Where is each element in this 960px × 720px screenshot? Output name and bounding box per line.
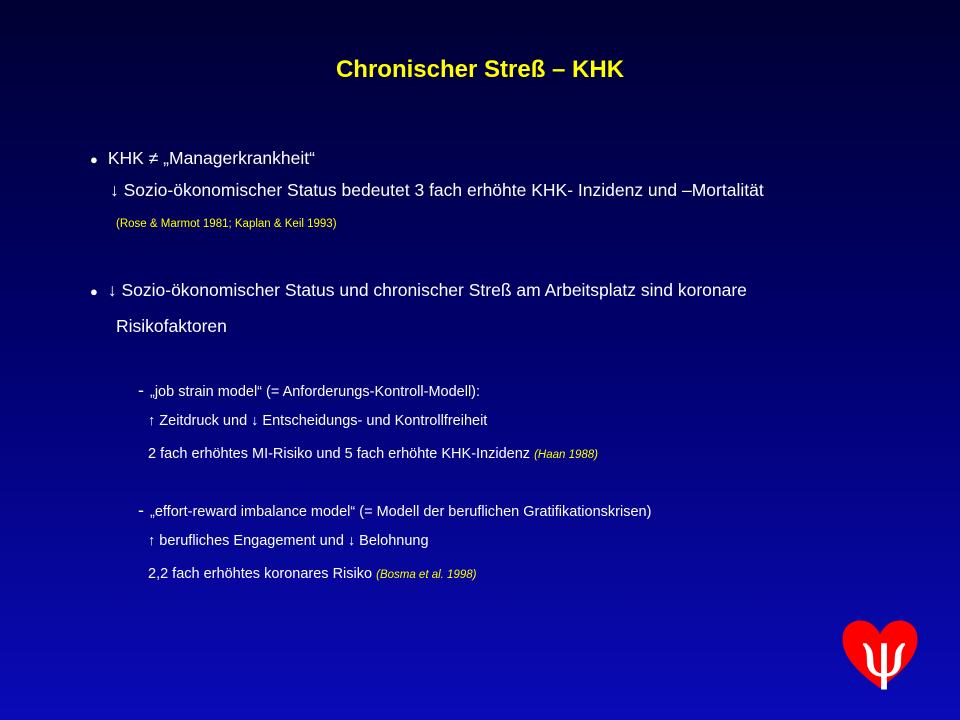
section2-line1: ↓ Sozio-ökonomischer Status und chronischer Streß am Arbeitsplatz sind koronare (107, 280, 747, 300)
model1-result: 2 fach erhöhtes MI-Risiko und 5 fach erhöhte KHK-Inzidenz (148, 446, 531, 462)
bullet-dot: ● (90, 152, 98, 167)
model1-dash: - (138, 380, 144, 400)
model2-citation: (Bosma et al. 1998) (376, 569, 477, 581)
section1-line2: ↓ Sozio-ökonomischer Status bedeutet 3 fach erhöhte KHK- Inzidenz und –Mortalität (110, 180, 764, 200)
model1-detail: ↑ Zeitdruck und ↓ Entscheidungs- und Kontrollfreiheit (148, 413, 488, 429)
model1-heading: „job strain model“ (= Anforderungs-Kontroll-Modell): (150, 384, 481, 400)
model2-heading: „effort-reward imbalance model“ (= Modell der beruflichen Gratifikationskrisen) (150, 504, 652, 520)
section1-citation: (Rose & Marmot 1981; Kaplan & Keil 1993) (116, 218, 337, 230)
psi-icon: ψ (858, 618, 910, 690)
model2-heading-row (138, 500, 651, 521)
model1-heading-row (138, 380, 480, 401)
model2-dash: - (138, 500, 144, 520)
heart-psi-logo-icon (840, 616, 920, 690)
bullet-dot: ● (90, 284, 98, 299)
model2-result-row (148, 566, 476, 582)
model1-citation: (Haan 1988) (534, 449, 599, 461)
slide-title: Chronischer Streß – KHK (335, 56, 625, 83)
model2-result: 2,2 fach erhöhtes koronares Risiko (148, 566, 373, 582)
section2-line2: Risikofaktoren (116, 316, 227, 336)
model1-result-row (148, 446, 598, 462)
model2-detail: ↑ berufliches Engagement und ↓ Belohnung (148, 533, 429, 549)
section1-line1: KHK ≠ „Managerkrankheit“ (107, 148, 315, 168)
bullet-1 (90, 148, 315, 169)
bullet-2 (90, 280, 747, 301)
